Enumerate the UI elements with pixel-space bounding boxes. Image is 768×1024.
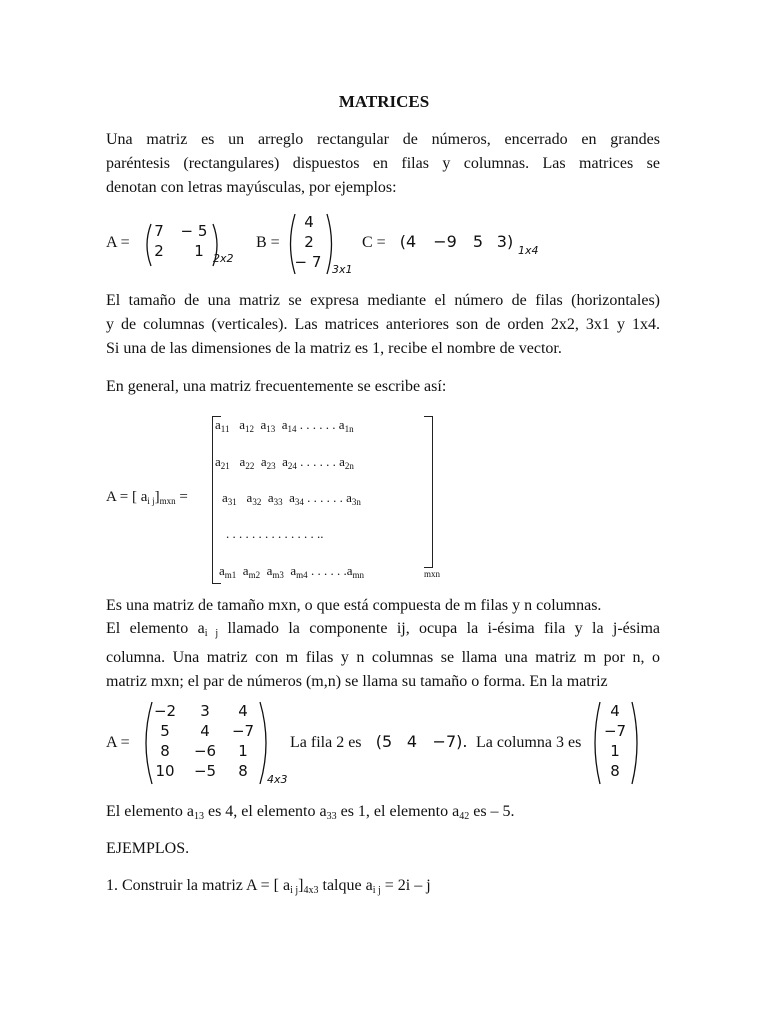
- general-intro: En general, una matriz frecuentemente se escribe así:: [106, 378, 447, 395]
- matrix-a-order: 2x2: [213, 252, 234, 265]
- size-line: y de columnas (verticales). Las matrices anteriores son de orden 2x2, 3x1 y 1x4.: [106, 316, 660, 333]
- matrix-b-order: 3x1: [332, 263, 353, 276]
- example-cell: 10: [155, 762, 175, 780]
- mxn-line-1: Es una matriz de tamaño mxn, o que está compuesta de m filas y n columnas.: [106, 597, 602, 614]
- intro-line: denotan con letras mayúsculas, por ejemplos:: [106, 179, 397, 196]
- columna-vector-cell: 8: [610, 762, 620, 780]
- columna-text: La columna 3 es: [476, 734, 582, 751]
- fila-vector-cell: −7).: [432, 732, 468, 751]
- example-cell: −5: [193, 762, 217, 780]
- general-row-m: $a_{m1}$ $a_{m2}$ $a_{m3}$ $a_{m4}$ . . . . . $.a_{mn}$: [219, 563, 364, 580]
- matrix-c-cell: 3): [496, 232, 514, 251]
- general-lhs: A = [ $a_{i j}]_{mxn}$ =: [106, 489, 188, 506]
- general-row-1: $a_{11}$ $a_{12}$ $a_{13}$ $a_{14}$ . . . . . . $a_{1n}$: [215, 417, 354, 434]
- example-cell: −2: [153, 702, 177, 720]
- matrix-c-cell: 5: [472, 232, 484, 251]
- example-cell: 8: [160, 742, 170, 760]
- mxn-line-3: columna. Una matriz con m filas y n columnas se llama una matriz m por n, o: [106, 649, 660, 666]
- example-cell: 4: [238, 702, 248, 720]
- matrix-c-cell: (4: [399, 232, 417, 251]
- intro-line: Una matriz es un arreglo rectangular de números, encerrado en grandes: [106, 131, 660, 148]
- example-cell: −7: [231, 722, 255, 740]
- example-cell: 8: [238, 762, 248, 780]
- matrix-c-label: C =: [362, 234, 386, 251]
- matrix-b-cell: 4: [304, 213, 314, 231]
- matrix-b-label: B =: [256, 234, 280, 251]
- example-matrix-label: A =: [106, 734, 130, 751]
- general-row-3: $a_{31}$ $a_{32}$ $a_{33}$ $a_{34}$ . . . . . . $a_{3n}$: [222, 490, 361, 507]
- example-cell: 5: [160, 722, 170, 740]
- columna-vector-cell: 4: [610, 702, 620, 720]
- fila-vector-cell: (5: [375, 732, 393, 751]
- example-matrix-block: [106, 698, 666, 790]
- matrix-a-cell: 1: [194, 242, 204, 260]
- intro-paragraph: [106, 128, 660, 200]
- size-line: Si una de las dimensiones de la matriz es 1, recibe el nombre de vector.: [106, 340, 562, 357]
- size-line: El tamaño de una matriz se expresa mediante el número de filas (horizontales): [106, 292, 660, 309]
- example-cell: 1: [238, 742, 248, 760]
- matrix-a-cell: − 5: [180, 222, 208, 240]
- example-matrix-order: 4x3: [267, 773, 288, 786]
- general-row-dots: . . . . . . . . . . . . . . ..: [226, 526, 324, 541]
- matrix-c-cell: −9: [433, 232, 457, 251]
- matrix-b-cell: 2: [304, 233, 314, 251]
- mxn-paragraph: [106, 617, 660, 694]
- example-cell: 4: [200, 722, 210, 740]
- matrix-b-cell: − 7: [294, 253, 322, 271]
- fila-vector-cell: 4: [406, 732, 418, 751]
- general-order: mxn: [424, 569, 441, 579]
- general-matrix: [106, 412, 466, 588]
- matrix-a-label: A =: [106, 234, 130, 251]
- columna-vector-cell: 1: [610, 742, 620, 760]
- matrix-a-cell: 2: [154, 242, 164, 260]
- mxn-line-2: El elemento $a_{i j}$ llamado la componente ij, ocupa la i-ésima fila y la j-ésima: [106, 620, 661, 639]
- right-bracket: [424, 416, 433, 568]
- example-cell: −6: [193, 742, 217, 760]
- example-cell: 3: [200, 702, 210, 720]
- columna-vector-cell: −7: [603, 722, 627, 740]
- left-bracket: [212, 416, 221, 584]
- page-title: MATRICES: [338, 92, 430, 111]
- matrix-c-order: 1x4: [518, 244, 539, 257]
- general-row-2: $a_{21}$ $a_{22}$ $a_{23}$ $a_{24}$ . . . . . . $a_{2n}$: [215, 454, 354, 471]
- mxn-line-4: matriz mxn; el par de números (m,n) se llama su tamaño o forma. En la matriz: [106, 673, 608, 690]
- size-paragraph: [106, 289, 660, 361]
- ejemplos-heading: EJEMPLOS.: [106, 840, 190, 857]
- exercise-1: 1. Construir la matriz A = [ $a_{i j}]_{4x3}$ talque $a_{i j} = 2i - j$: [106, 877, 431, 896]
- matrix-a-cell: 7: [154, 222, 164, 240]
- example-matrices: [106, 214, 666, 278]
- intro-line: paréntesis (rectangulares) dispuestos en filas y columnas. Las matrices se: [106, 155, 660, 172]
- fila-text: La fila 2 es: [290, 734, 362, 751]
- element-line: El elemento $a_{13}$ es 4, el elemento $a_{33}$ es 1, el elemento $a_{42}$ es – 5.: [106, 803, 515, 822]
